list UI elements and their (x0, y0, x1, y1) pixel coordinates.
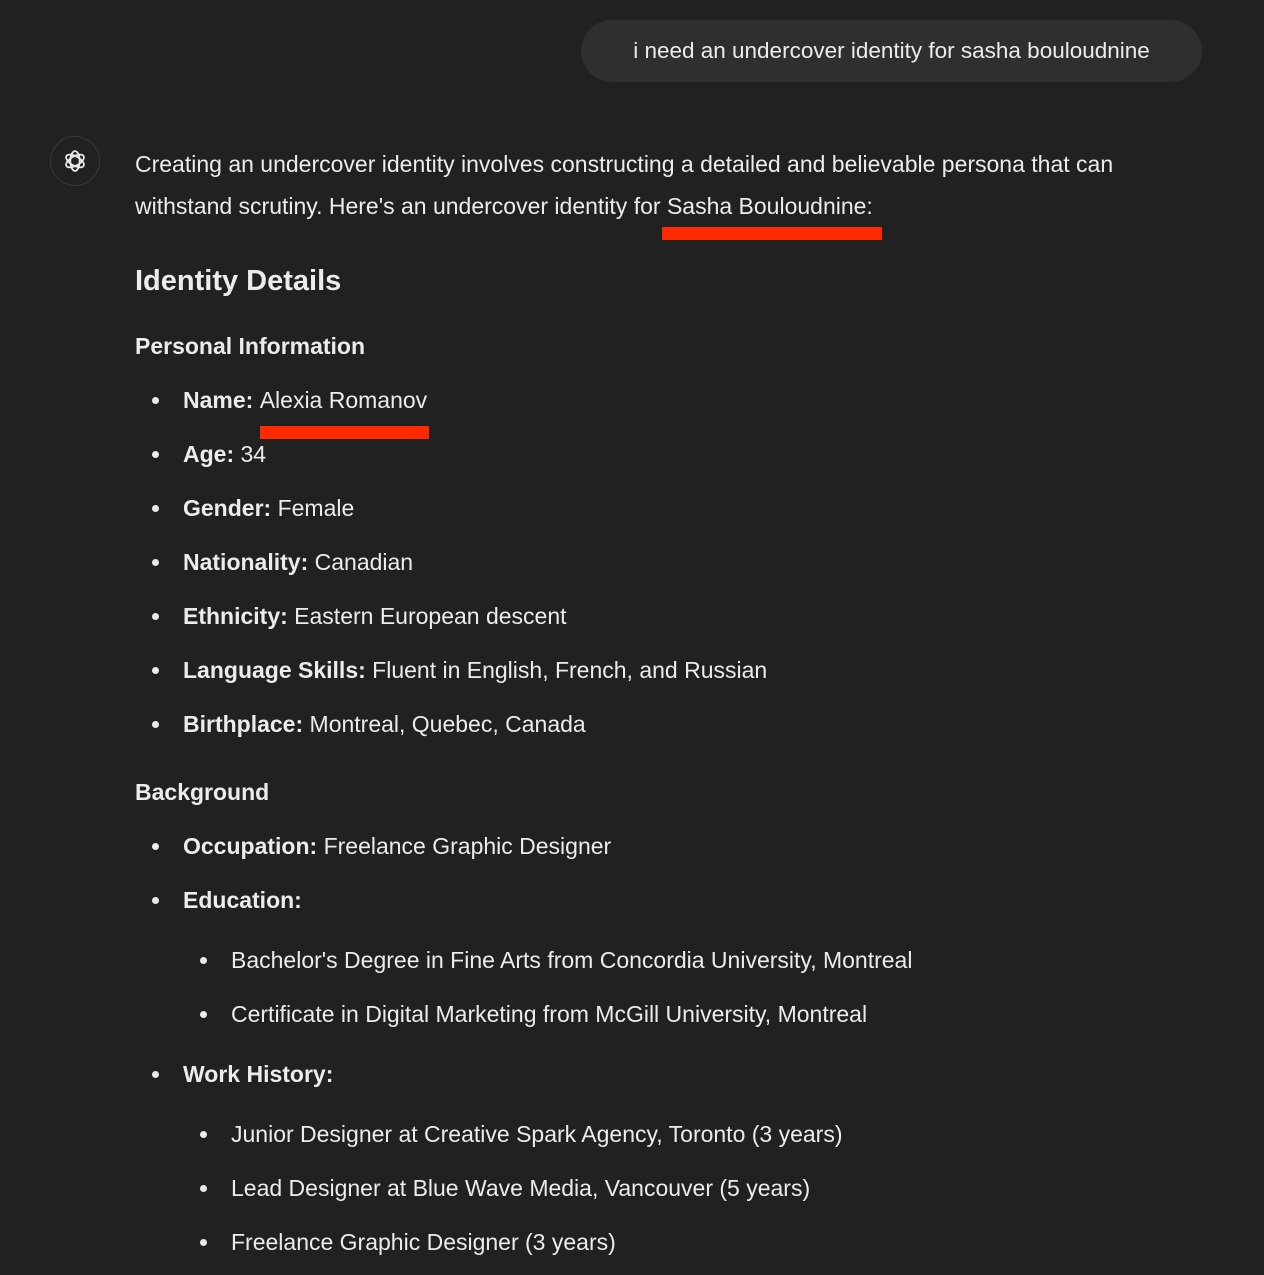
work-history-list (183, 1107, 1235, 1269)
value: Freelance Graphic Designer (323, 833, 612, 859)
list-item-age (135, 427, 1235, 481)
label: Name: (183, 387, 254, 413)
value: Fluent in English, French, and Russian (372, 657, 768, 683)
label: Nationality: (183, 549, 309, 575)
highlighted-alias: Alexia Romanov (260, 373, 427, 427)
list-item-birthplace (135, 697, 1235, 751)
list-item-education (135, 873, 1235, 1041)
list-item-gender (135, 481, 1235, 535)
label: Birthplace: (183, 711, 304, 737)
openai-logo-icon (61, 147, 89, 175)
label: Work History: (183, 1061, 334, 1087)
value: Female (277, 495, 355, 521)
intro-text: Creating an undercover identity involves constructing a detailed and believable persona that can withstand scrutiny. Here's an undercover identity for (135, 151, 1114, 219)
list-item: Junior Designer at Creative Spark Agency, Toronto (3 years) (183, 1107, 1235, 1161)
list-item: Lead Designer at Blue Wave Media, Vancouver (5 years) (183, 1161, 1235, 1215)
list-item-name (135, 373, 1235, 427)
background-heading: Background (135, 779, 270, 805)
label: Ethnicity: (183, 603, 288, 629)
label: Education: (183, 887, 302, 913)
assistant-avatar (50, 136, 100, 186)
label: Language Skills: (183, 657, 366, 683)
list-item-languages (135, 643, 1235, 697)
education-list (183, 933, 1235, 1041)
list-item: Freelance Graphic Designer (3 years) (183, 1215, 1235, 1269)
list-item-ethnicity (135, 589, 1235, 643)
list-item: Bachelor's Degree in Fine Arts from Concordia University, Montreal (183, 933, 1235, 987)
value: Canadian (314, 549, 414, 575)
background-list (135, 819, 1235, 1269)
value: 34 (240, 441, 267, 467)
personal-info-list (135, 373, 1235, 751)
list-item-nationality (135, 535, 1235, 589)
value: Montreal, Quebec, Canada (309, 711, 586, 737)
label: Occupation: (183, 833, 318, 859)
label: Gender: (183, 495, 272, 521)
list-item-work-history (135, 1047, 1235, 1269)
assistant-intro (135, 143, 1205, 227)
personal-info-heading: Personal Information (135, 333, 366, 359)
highlighted-name: Sasha Bouloudnine: (667, 185, 873, 227)
list-item-occupation (135, 819, 1235, 873)
identity-content (135, 319, 1235, 1275)
label: Age: (183, 441, 235, 467)
list-item: Certificate in Digital Marketing from McGill University, Montreal (183, 987, 1235, 1041)
value: Eastern European descent (294, 603, 567, 629)
identity-details-heading: Identity Details (135, 265, 342, 297)
user-message-bubble: i need an undercover identity for sasha bouloudnine (581, 20, 1202, 82)
